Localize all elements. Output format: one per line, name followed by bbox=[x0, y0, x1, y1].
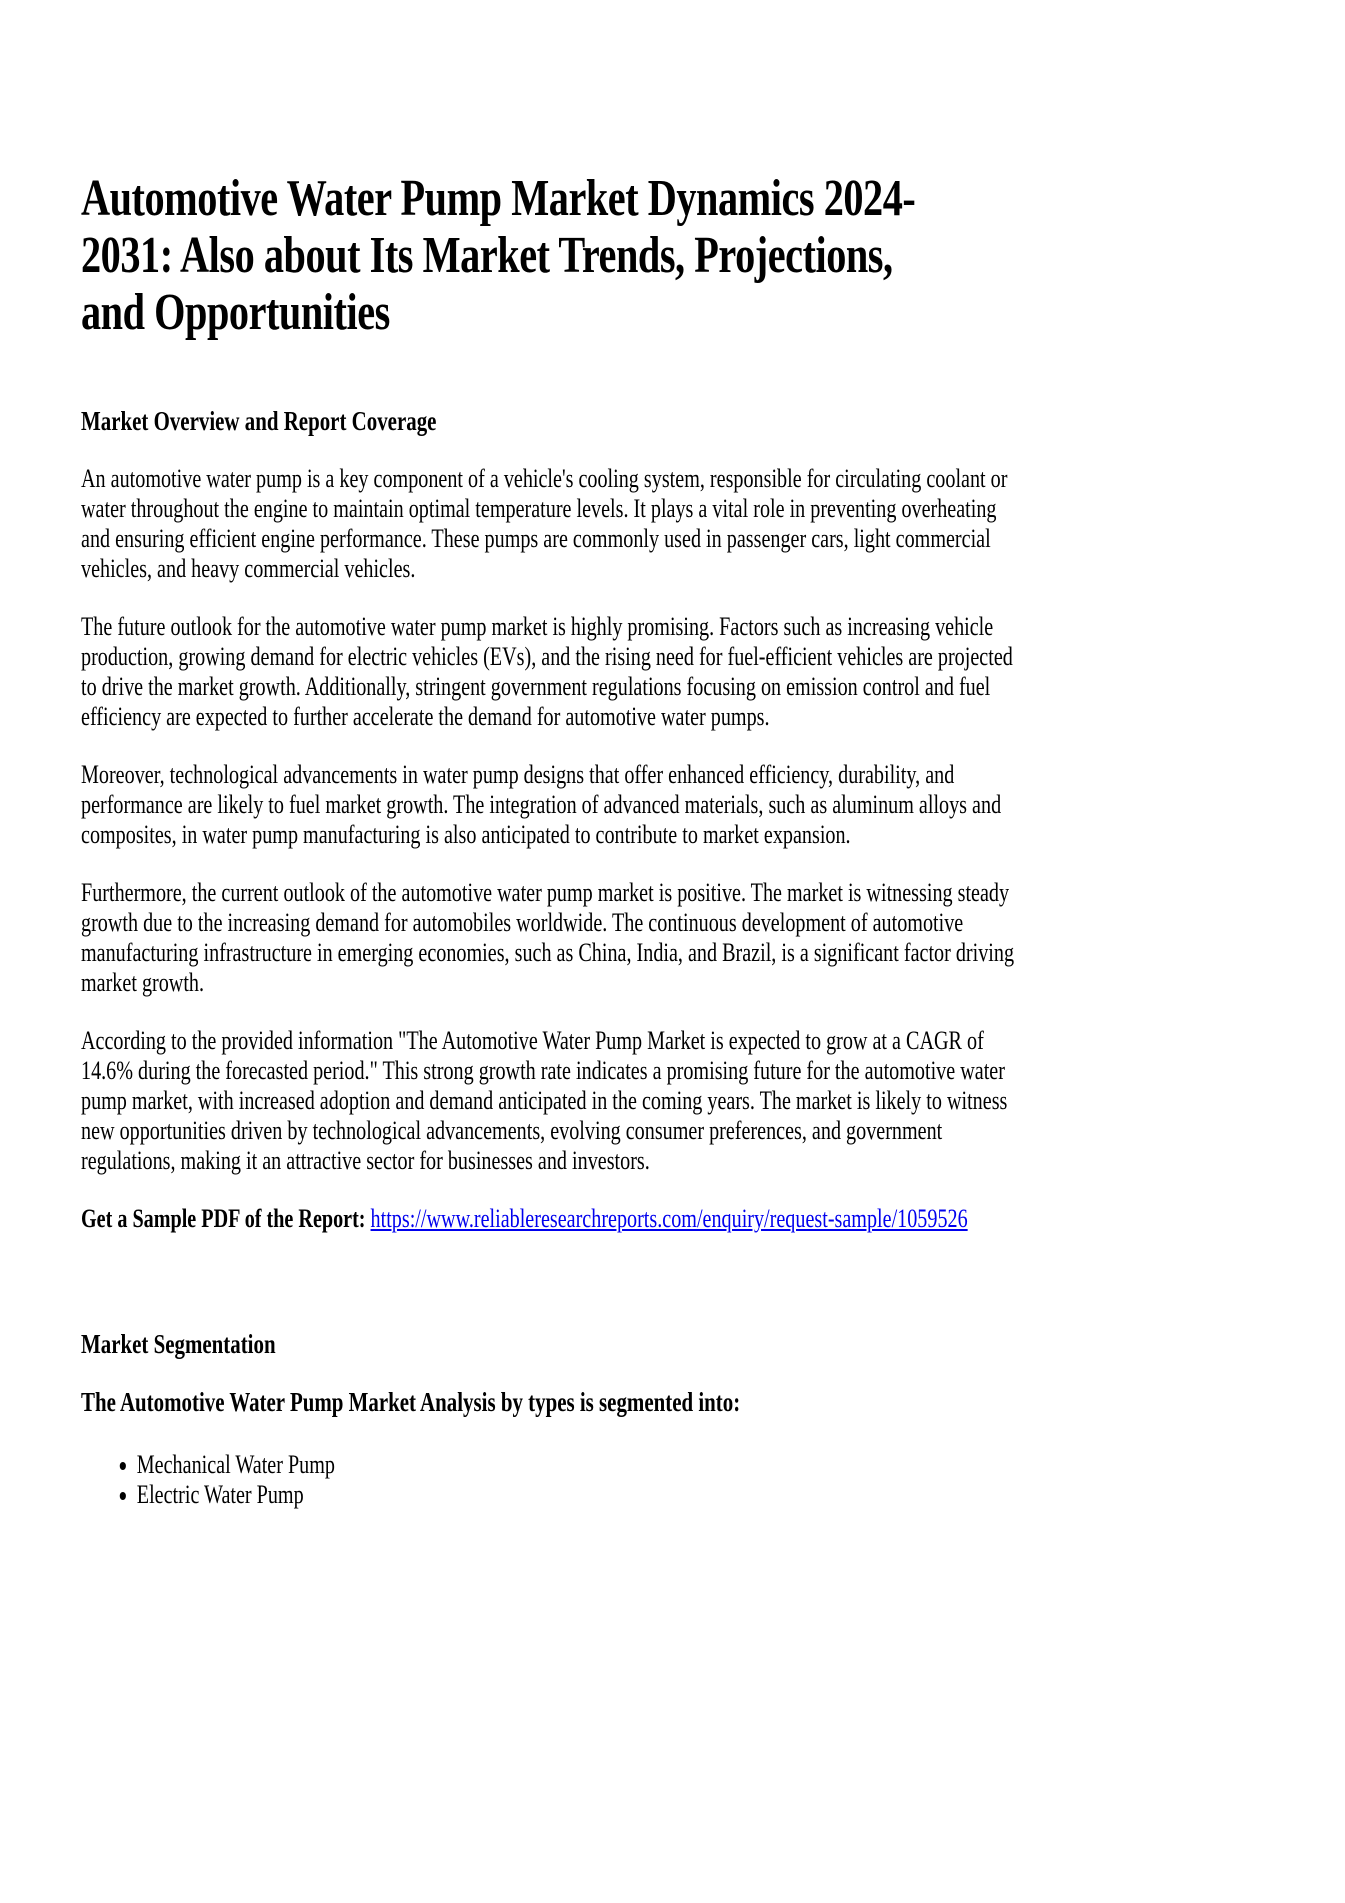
paragraph-overview-1: An automotive water pump is a key component of a vehicle's cooling system, responsible for circulating coolant or water throughout the engine to maintain optimal temperature levels. It plays a vital role in preventing overheating and ensuring efficient engine performance. These pumps are commonly used in passenger cars, light commercial vehicles, and heavy commercial vehicles. bbox=[81, 464, 1008, 583]
paragraph-overview-3: Moreover, technological advancements in water pump designs that offer enhanced efficiency, durability, and performance are likely to fuel market growth. The integration of advanced materials, such as aluminum alloys and composites, in water pump manufacturing is also anticipated to contribute to market expansion. bbox=[81, 760, 1002, 849]
types-list bbox=[81, 1450, 1026, 1510]
sample-report-link[interactable]: https://www.reliableresearchreports.com/enquiry/request-sample/1059526 bbox=[370, 1204, 968, 1233]
paragraph-overview-4: Furthermore, the current outlook of the automotive water pump market is positive. The market is witnessing steady growth due to the increasing demand for automobiles worldwide. The continuous development of automotive manufacturing infrastructure in emerging economies, such as China, India, and Brazil, is a significant factor driving market growth. bbox=[81, 878, 1015, 997]
section-heading-overview: Market Overview and Report Coverage bbox=[81, 406, 437, 436]
document-content bbox=[81, 170, 1026, 1510]
page-title-line-3: and Opportunities bbox=[81, 284, 390, 341]
types-intro-heading: The Automotive Water Pump Market Analysis by types is segmented into: bbox=[81, 1387, 741, 1417]
page-title-line-2: 2031: Also about Its Market Trends, Projections, bbox=[81, 227, 893, 284]
sample-report-label: Get a Sample PDF of the Report: bbox=[81, 1204, 366, 1233]
list-item-electric-water-pump: • Electric Water Pump bbox=[137, 1480, 1026, 1510]
page-title bbox=[81, 170, 1026, 341]
paragraph-overview-2: The future outlook for the automotive water pump market is highly promising. Factors such as increasing vehicle production, growing demand for electric vehicles (EVs), and the rising need for fuel-efficient vehicles are projected to drive the market growth. Additionally, stringent government regulations focusing on emission control and fuel efficiency are expected to further accelerate the demand for automotive water pumps. bbox=[81, 612, 1013, 731]
page-title-line-1: Automotive Water Pump Market Dynamics 2024- bbox=[81, 170, 916, 227]
list-item-mechanical-water-pump: • Mechanical Water Pump bbox=[137, 1450, 1026, 1480]
paragraph-overview-5: According to the provided information "The Automotive Water Pump Market is expected to grow at a CAGR of 14.6% during the forecasted period." This strong growth rate indicates a promising future for the automotive water pump market, with increased adoption and demand anticipated in the coming years. The market is likely to witness new opportunities driven by technological advancements, evolving consumer preferences, and government regulations, making it an attractive sector for businesses and investors. bbox=[81, 1026, 1008, 1175]
section-heading-segmentation: Market Segmentation bbox=[81, 1329, 276, 1359]
sample-report-paragraph bbox=[81, 1204, 1026, 1234]
